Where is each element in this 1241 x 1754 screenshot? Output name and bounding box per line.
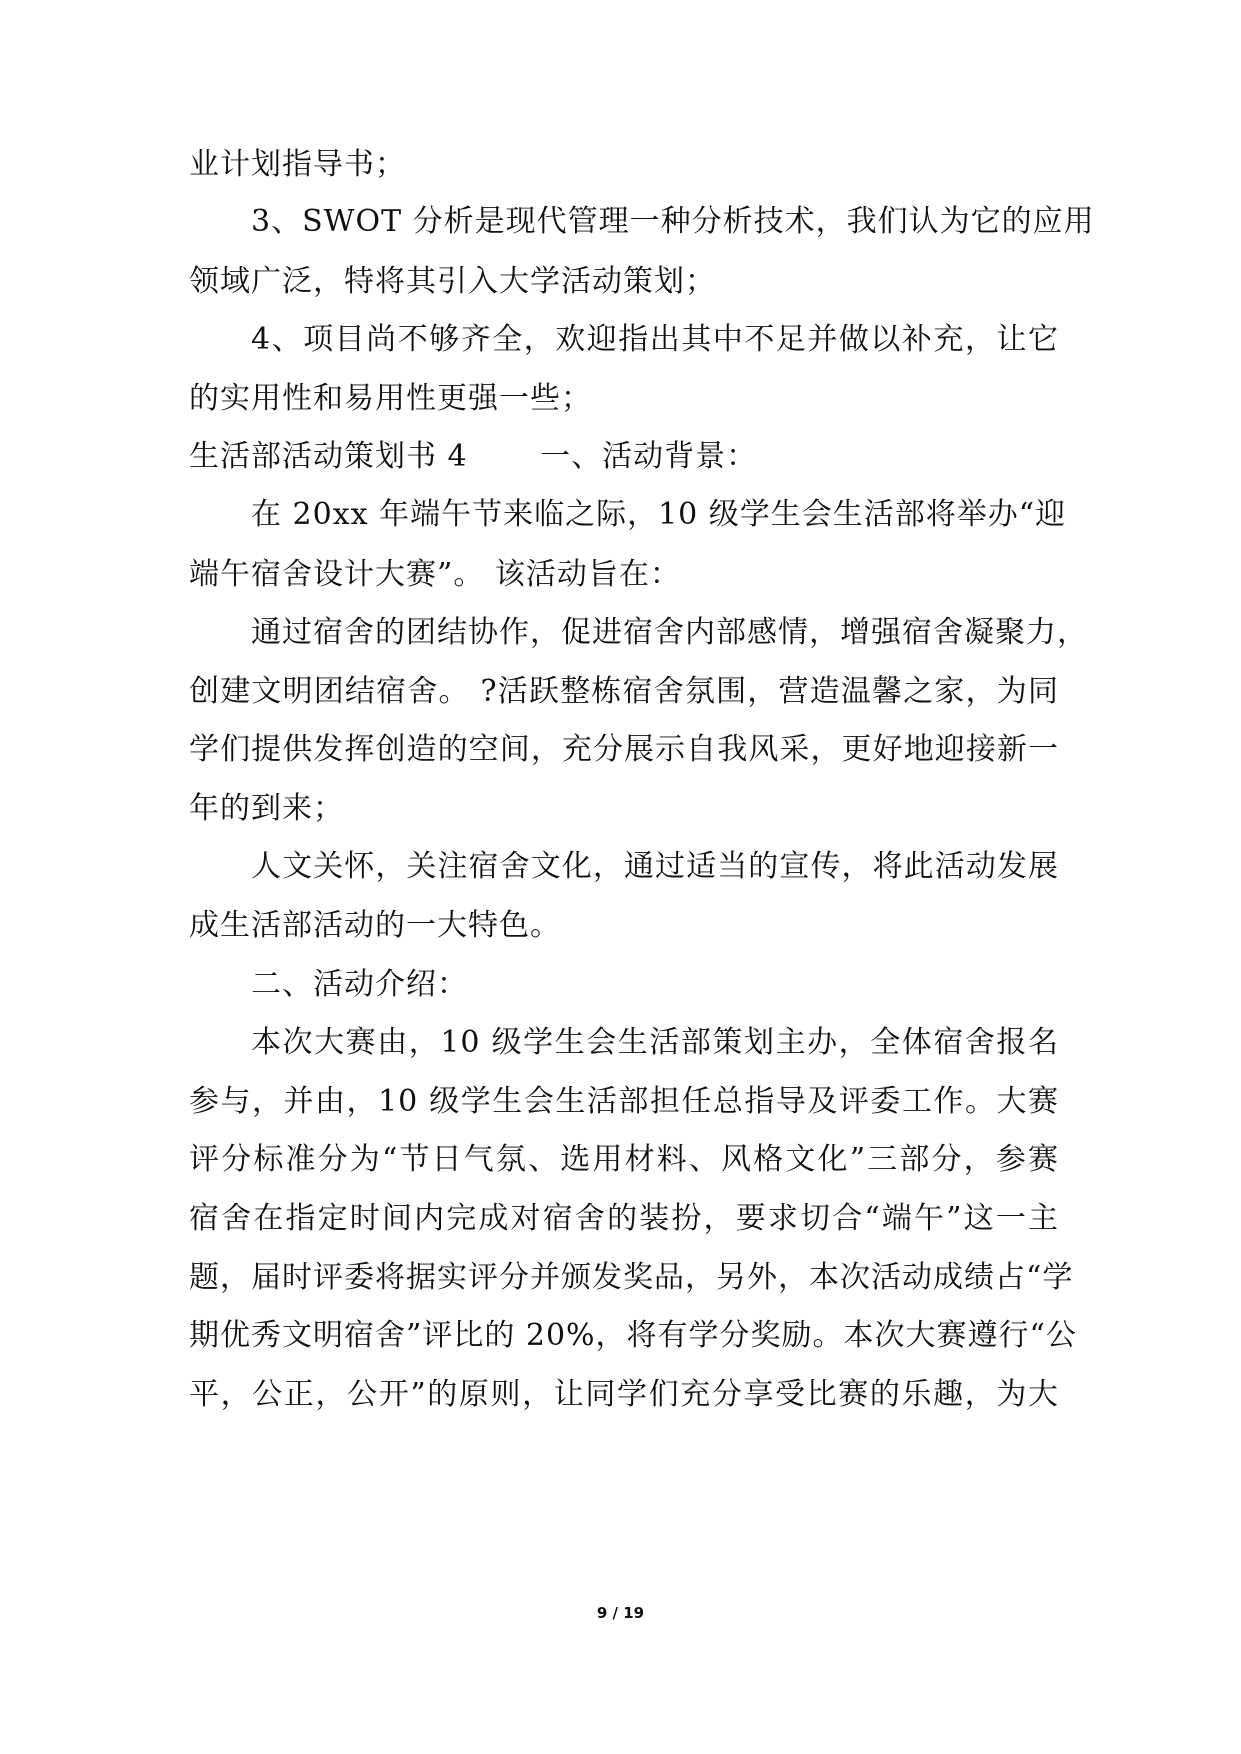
text-line: 人文关怀，关注宿舍文化，通过适当的宣传，将此活动发展 [251, 849, 1059, 884]
text-line: 的实用性和易用性更强一些； [189, 381, 592, 416]
text-line: 端午宿舍设计大赛”。 该活动旨在： [189, 557, 681, 592]
text-line: 3、SWOT 分析是现代管理一种分析技术，我们认为它的应用 [251, 204, 1095, 239]
text-line: 业计划指导书； [189, 147, 406, 182]
text-line: 题，届时评委将据实评分并颁发奖品，另外，本次活动成绩占“学 [189, 1260, 1074, 1295]
page-number: 9 / 19 [596, 1604, 645, 1622]
text-line: 创建文明团结宿舍。 ?活跃整栋宿舍氛围，营造温馨之家，为同 [189, 674, 1059, 709]
text-line: 平，公正，公开”的原则，让同学们充分享受比赛的乐趣，为大 [189, 1377, 1059, 1412]
text-line: 评分标准分为“节日气氛、选用材料、风格文化”三部分，参赛 [189, 1142, 1059, 1177]
text-line: 4、项目尚不够齐全，欢迎指出其中不足并做以补充，让它 [251, 322, 1059, 357]
text-line: 宿舍在指定时间内完成对宿舍的装扮，要求切合“端午”这一主 [189, 1201, 1059, 1236]
section-heading: 生活部活动策划书 4 一、活动背景： [189, 439, 758, 474]
text-line: 成生活部活动的一大特色。 [189, 908, 561, 943]
text-line: 学们提供发挥创造的空间，充分展示自我风采，更好地迎接新一 [189, 732, 1059, 767]
section-heading: 二、活动介绍： [251, 967, 468, 1002]
text-line: 期优秀文明宿舍”评比的 20%，将有学分奖励。本次大赛遵行“公 [189, 1318, 1077, 1353]
text-line: 参与，并由，10 级学生会生活部担任总指导及评委工作。大赛 [189, 1084, 1059, 1119]
text-line: 本次大赛由，10 级学生会生活部策划主办，全体宿舍报名 [251, 1025, 1059, 1060]
text-line: 领域广泛，特将其引入大学活动策划； [189, 264, 716, 299]
text-line: 在 20xx 年端午节来临之际，10 级学生会生活部将举办“迎 [251, 497, 1067, 532]
text-line: 通过宿舍的团结协作，促进宿舍内部感情，增强宿舍凝聚力， [251, 615, 1088, 650]
text-line: 年的到来； [189, 791, 344, 826]
